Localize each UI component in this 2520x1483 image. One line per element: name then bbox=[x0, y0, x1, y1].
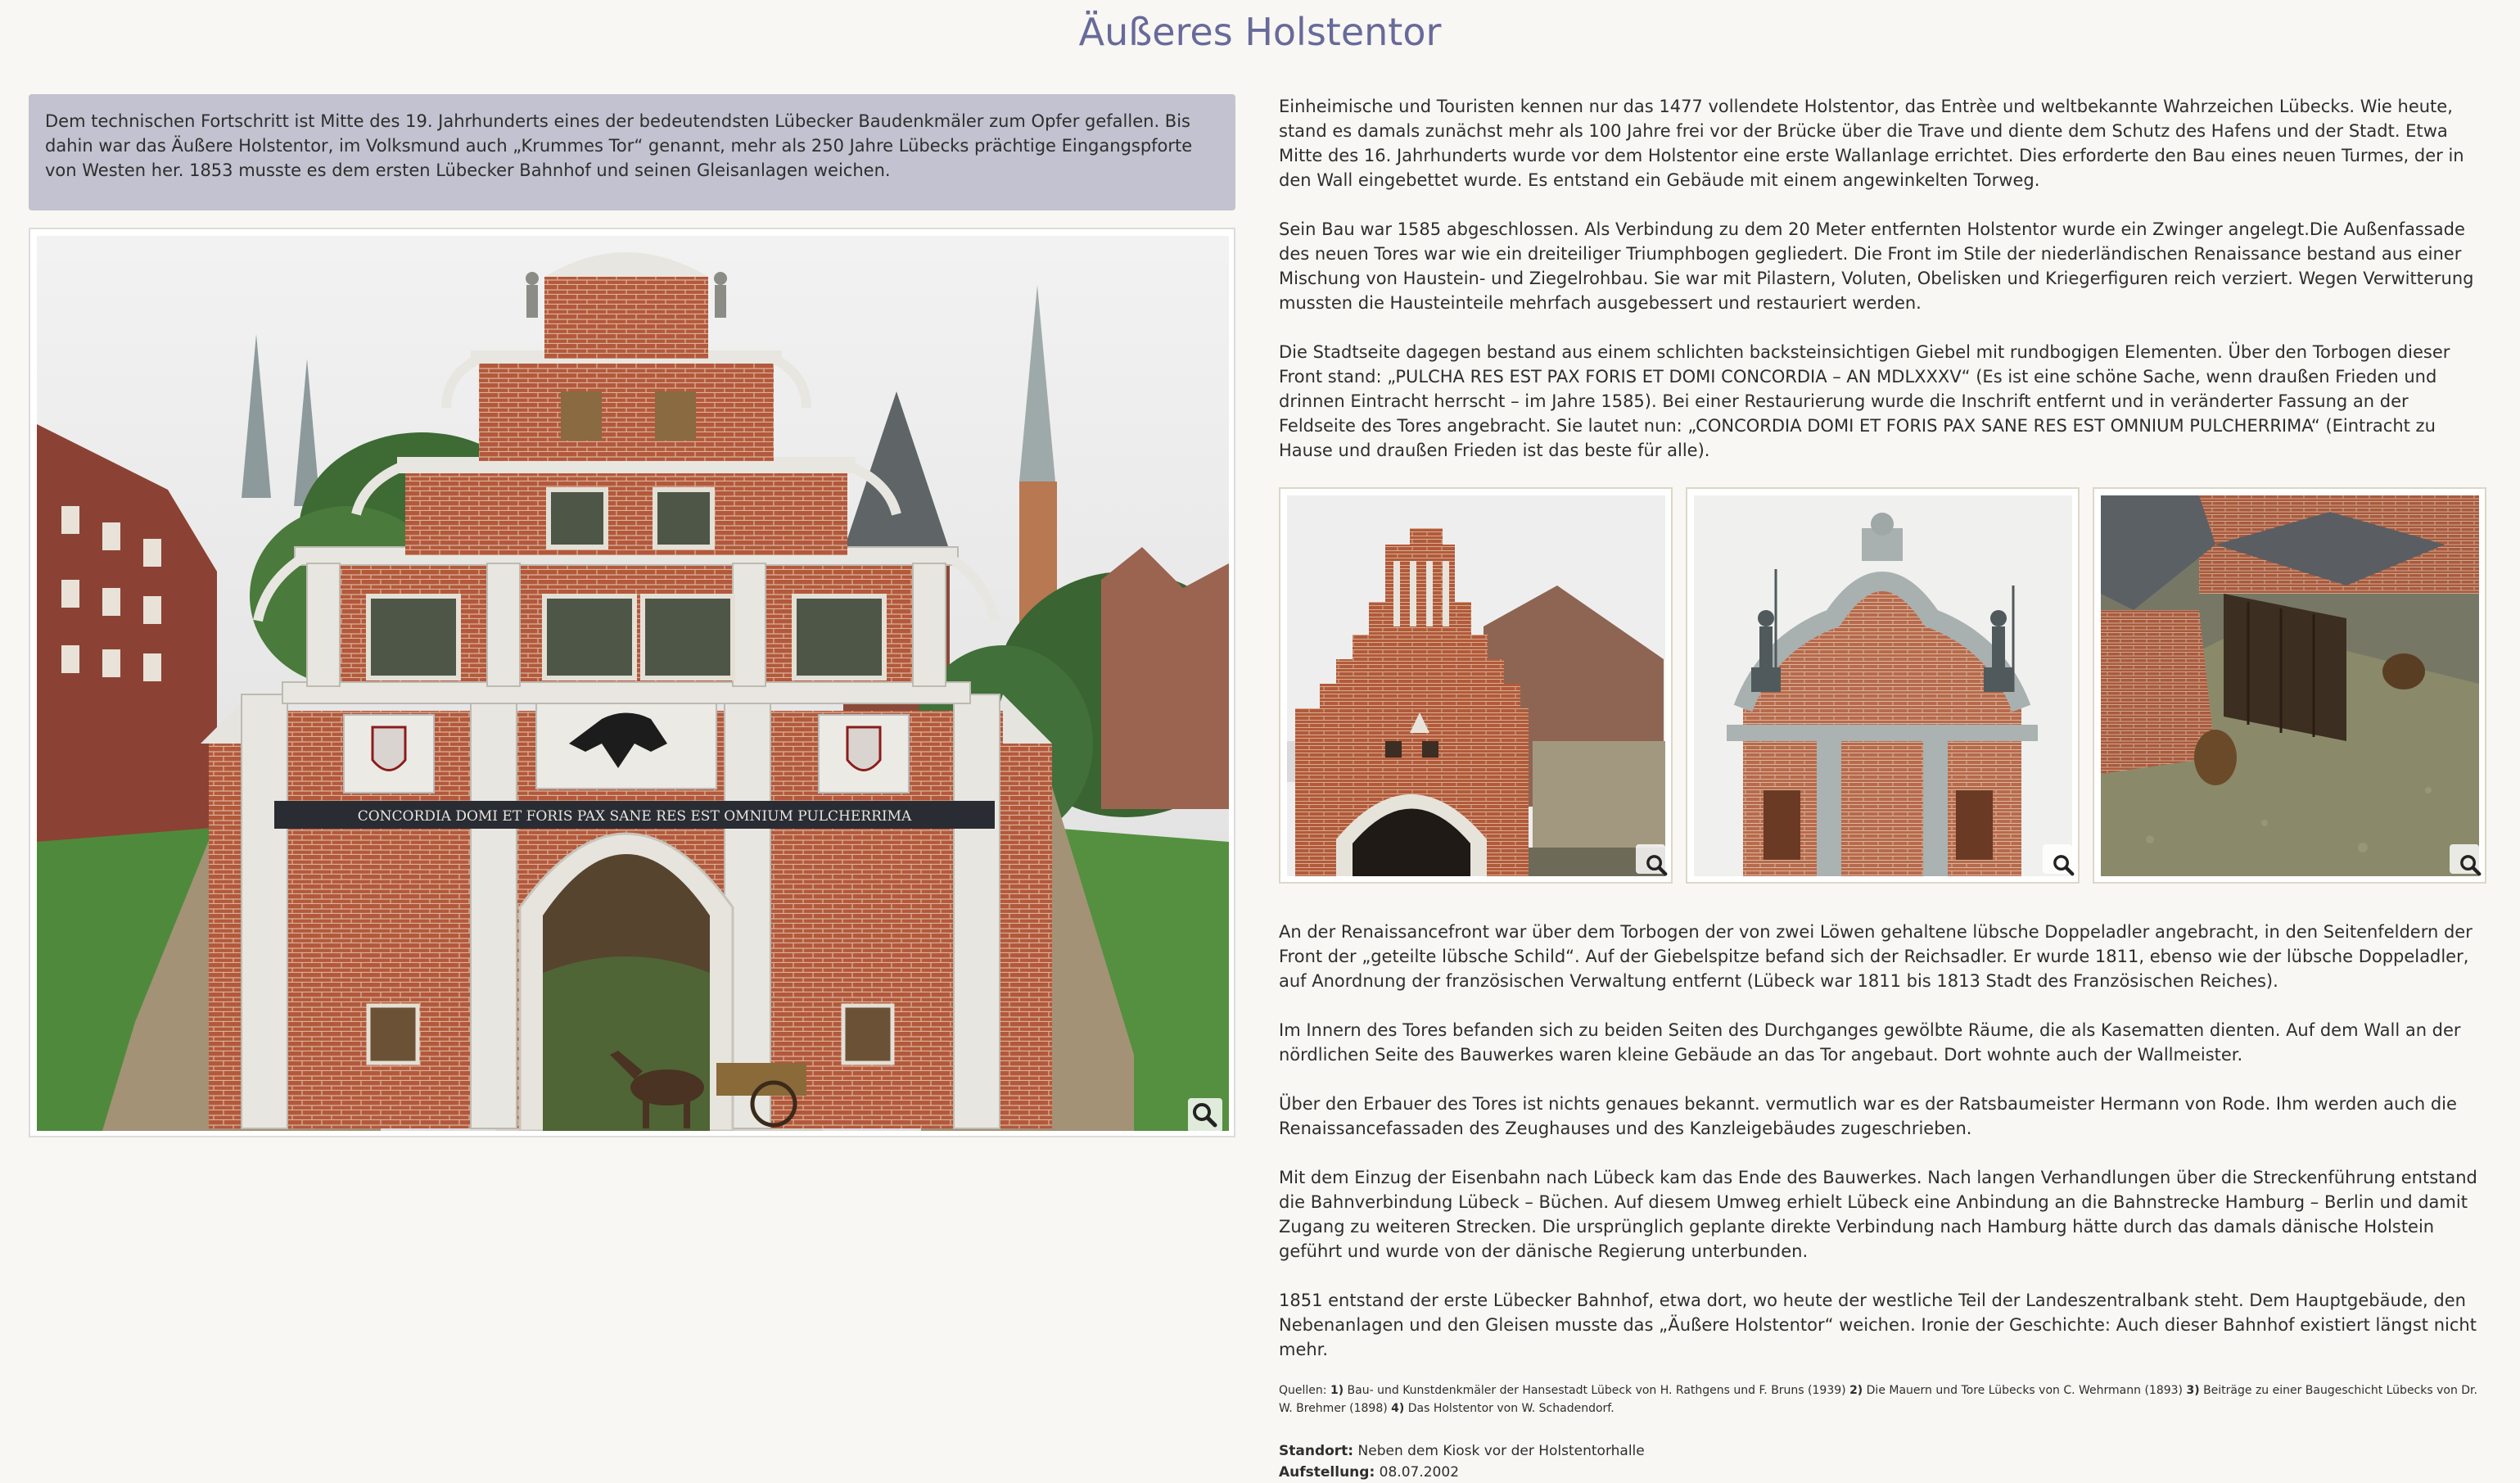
article-paragraph: An der Renaissancefront war über dem Torbogen der von zwei Löwen gehaltene lübsche Doppeladler angebracht, in den Seitenfeldern der Front der „geteilte lübsche Schild“. Auf der Giebelspitze befand sich der Reichsadler. Er wurde 1811, ebenso wie der lübsche Doppeladler, auf Anordnung der französischen Verwaltung entfernt (Lübeck war 1811 bis 1813 Stadt des Französischen Reiches). bbox=[1279, 922, 2473, 991]
thumbnail-gallery bbox=[1279, 487, 2491, 897]
standort-label: Standort: bbox=[1279, 1443, 1354, 1459]
source-item: Beiträge zu einer Baugeschicht Lübecks von Dr. W. Brehmer (1898) bbox=[1279, 1384, 2477, 1415]
source-item: Bau- und Kunstdenkmäler der Hansestadt Lübeck von H. Rathgens und F. Bruns (1939) bbox=[1347, 1384, 1846, 1397]
aufstellung-value: 08.07.2002 bbox=[1379, 1464, 1460, 1481]
gable-soldiers-photo bbox=[1694, 495, 2072, 876]
article-paragraph: Mit dem Einzug der Eisenbahn nach Lübeck kam das Ende des Bauwerkes. Nach langen Verhandlungen über die Streckenführung entstand die Bahnverbindung Lübeck – Büchen. Auf diesem Umweg erhielt Lübeck eine Anbindung an die Bahnstrecke Hamburg – Berlin und damit Zugang zu weiteren Strecken. Die ursprünglich geplante direkte Verbindung nach Hamburg hätte durch das damals dänische Holstein geführt und wurde von der dänische Regierung unterbunden. bbox=[1279, 1168, 2477, 1261]
source-number: 3) bbox=[2186, 1384, 2200, 1397]
source-item: Das Holstentor von W. Schadendorf. bbox=[1407, 1402, 1615, 1415]
thumbnail-gable-soldiers[interactable] bbox=[1686, 487, 2080, 884]
page-title: Äußeres Holstentor bbox=[1078, 10, 1442, 54]
article-paragraph: Die Stadtseite dagegen bestand aus einem schlichten backsteinsichtigen Giebel mit rundbogigen Elementen. Über den Torbogen dieser Front stand: „PULCHA RES EST PAX FORIS ET DOMI CONCORDIA – AN MDLXXXV“ (Es ist eine schöne Sache, wenn draußen Frieden und drinnen Eintracht herrscht – im Jahre 1585). Bei einer Restaurierung wurde die Inschrift entfernt und in veränderter Fassung an der Feldseite des Tores angebracht. Sie lautet nun: „CONCORDIA DOMI ET FORIS PAX SANE RES EST OMNIUM PULCHERRIMA“ (Eintracht zu Hause und draußen Frieden ist das beste für alle). bbox=[1279, 342, 2450, 460]
source-item: Die Mauern und Tore Lübecks von C. Wehrmann (1893) bbox=[1866, 1384, 2184, 1397]
magnifier-icon[interactable] bbox=[2043, 844, 2072, 874]
thumbnail-wall-huts[interactable] bbox=[2093, 487, 2486, 884]
source-number: 1) bbox=[1330, 1384, 1344, 1397]
gate-inscription: CONCORDIA DOMI ET FORIS PAX SANE RES EST OMNIUM PULCHERRIMA bbox=[357, 808, 912, 825]
main-gate-image[interactable] bbox=[29, 228, 1235, 1137]
city-side-photo bbox=[1287, 495, 1665, 876]
aufstellung-label: Aufstellung: bbox=[1279, 1464, 1375, 1481]
article-paragraph: Einheimische und Touristen kennen nur das 1477 vollendete Holstentor, das Entrèe und weltbekannte Wahrzeichen Lübecks. Wie heute, stand es damals zunächst mehr als 100 Jahre frei vor der Brücke über die Trave und diente dem Schutz des Hafens und der Stadt. Etwa Mitte des 16. Jahrhunderts wurde vor dem Holstentor eine erste Wallanlage errichtet. Dies erforderte den Bau eines neuen Turmes, der in den Wall eingebettet wurde. Es entstand ein Gebäude mit einem angewinkelten Torweg. bbox=[1279, 97, 2464, 190]
intro-text: Dem technischen Fortschritt ist Mitte des 19. Jahrhunderts eines der bedeutendsten Lübecker Baudenkmäler zum Opfer gefallen. Bis dahin war das Äußere Holstentor, im Volksmund auch „Krummes Tor“ genannt, mehr als 250 Jahre Lübecks prächtige Eingangspforte von Westen her. 1853 musste es dem ersten Lübecker Bahnhof und seinen Gleisanlagen weichen. bbox=[45, 111, 1193, 180]
meta-info bbox=[1279, 1440, 2491, 1483]
standort-value: Neben dem Kiosk vor der Holstentorhalle bbox=[1357, 1443, 1645, 1459]
aufstellung-line bbox=[1279, 1462, 2491, 1483]
intro-box bbox=[29, 94, 1235, 210]
source-number: 4) bbox=[1391, 1402, 1405, 1415]
thumbnail-city-side[interactable] bbox=[1279, 487, 1673, 884]
wall-huts-photo bbox=[2101, 495, 2479, 876]
article-column bbox=[1279, 94, 2491, 1483]
article-paragraph: Über den Erbauer des Tores ist nichts genaues bekannt. vermutlich war es der Ratsbaumeister Hermann von Rode. Ihm werden auch die Renaissancefassaden des Zeughauses und des Kanzleigebäudes zugeschrieben. bbox=[1279, 1094, 2457, 1138]
magnifier-icon[interactable] bbox=[2450, 844, 2479, 874]
source-number: 2) bbox=[1849, 1384, 1863, 1397]
article-paragraph: Im Innern des Tores befanden sich zu beiden Seiten des Durchganges gewölbte Räume, die als Kasematten dienten. Auf dem Wall an der nördlichen Seite des Bauwerkes waren kleine Gebäude an das Tor angebaut. Dort wohnte auch der Wallmeister. bbox=[1279, 1020, 2461, 1065]
magnifier-icon[interactable] bbox=[1636, 844, 1665, 874]
article-paragraph: Sein Bau war 1585 abgeschlossen. Als Verbindung zu dem 20 Meter entfernten Holstentor wurde ein Zwinger angelegt.Die Außenfassade des neuen Tores war wie ein dreiteiliger Triumphbogen gegliedert. Die Front im Stile der niederländischen Renaissance bestand aus einer Mischung von Haustein- und Ziegelrohbau. Sie war mit Pilastern, Voluten, Obelisken und Kriegerfiguren reich verziert. Wegen Verwitterung mussten die Hausteinteile mehrfach ausgebessert und restauriert werden. bbox=[1279, 219, 2474, 313]
gate-model-photo bbox=[37, 236, 1229, 1131]
magnifier-icon[interactable] bbox=[1188, 1098, 1222, 1133]
sources-note bbox=[1279, 1381, 2491, 1417]
sources-label: Quellen: bbox=[1279, 1384, 1327, 1397]
article-paragraph: 1851 entstand der erste Lübecker Bahnhof, etwa dort, wo heute der westliche Teil der Landeszentralbank steht. Dem Hauptgebäude, den Nebenanlagen und den Gleisen musste das „Äußere Holstentor“ weichen. Ironie der Geschichte: Auch dieser Bahnhof existiert längst nicht mehr. bbox=[1279, 1291, 2477, 1359]
standort-line bbox=[1279, 1440, 2491, 1462]
